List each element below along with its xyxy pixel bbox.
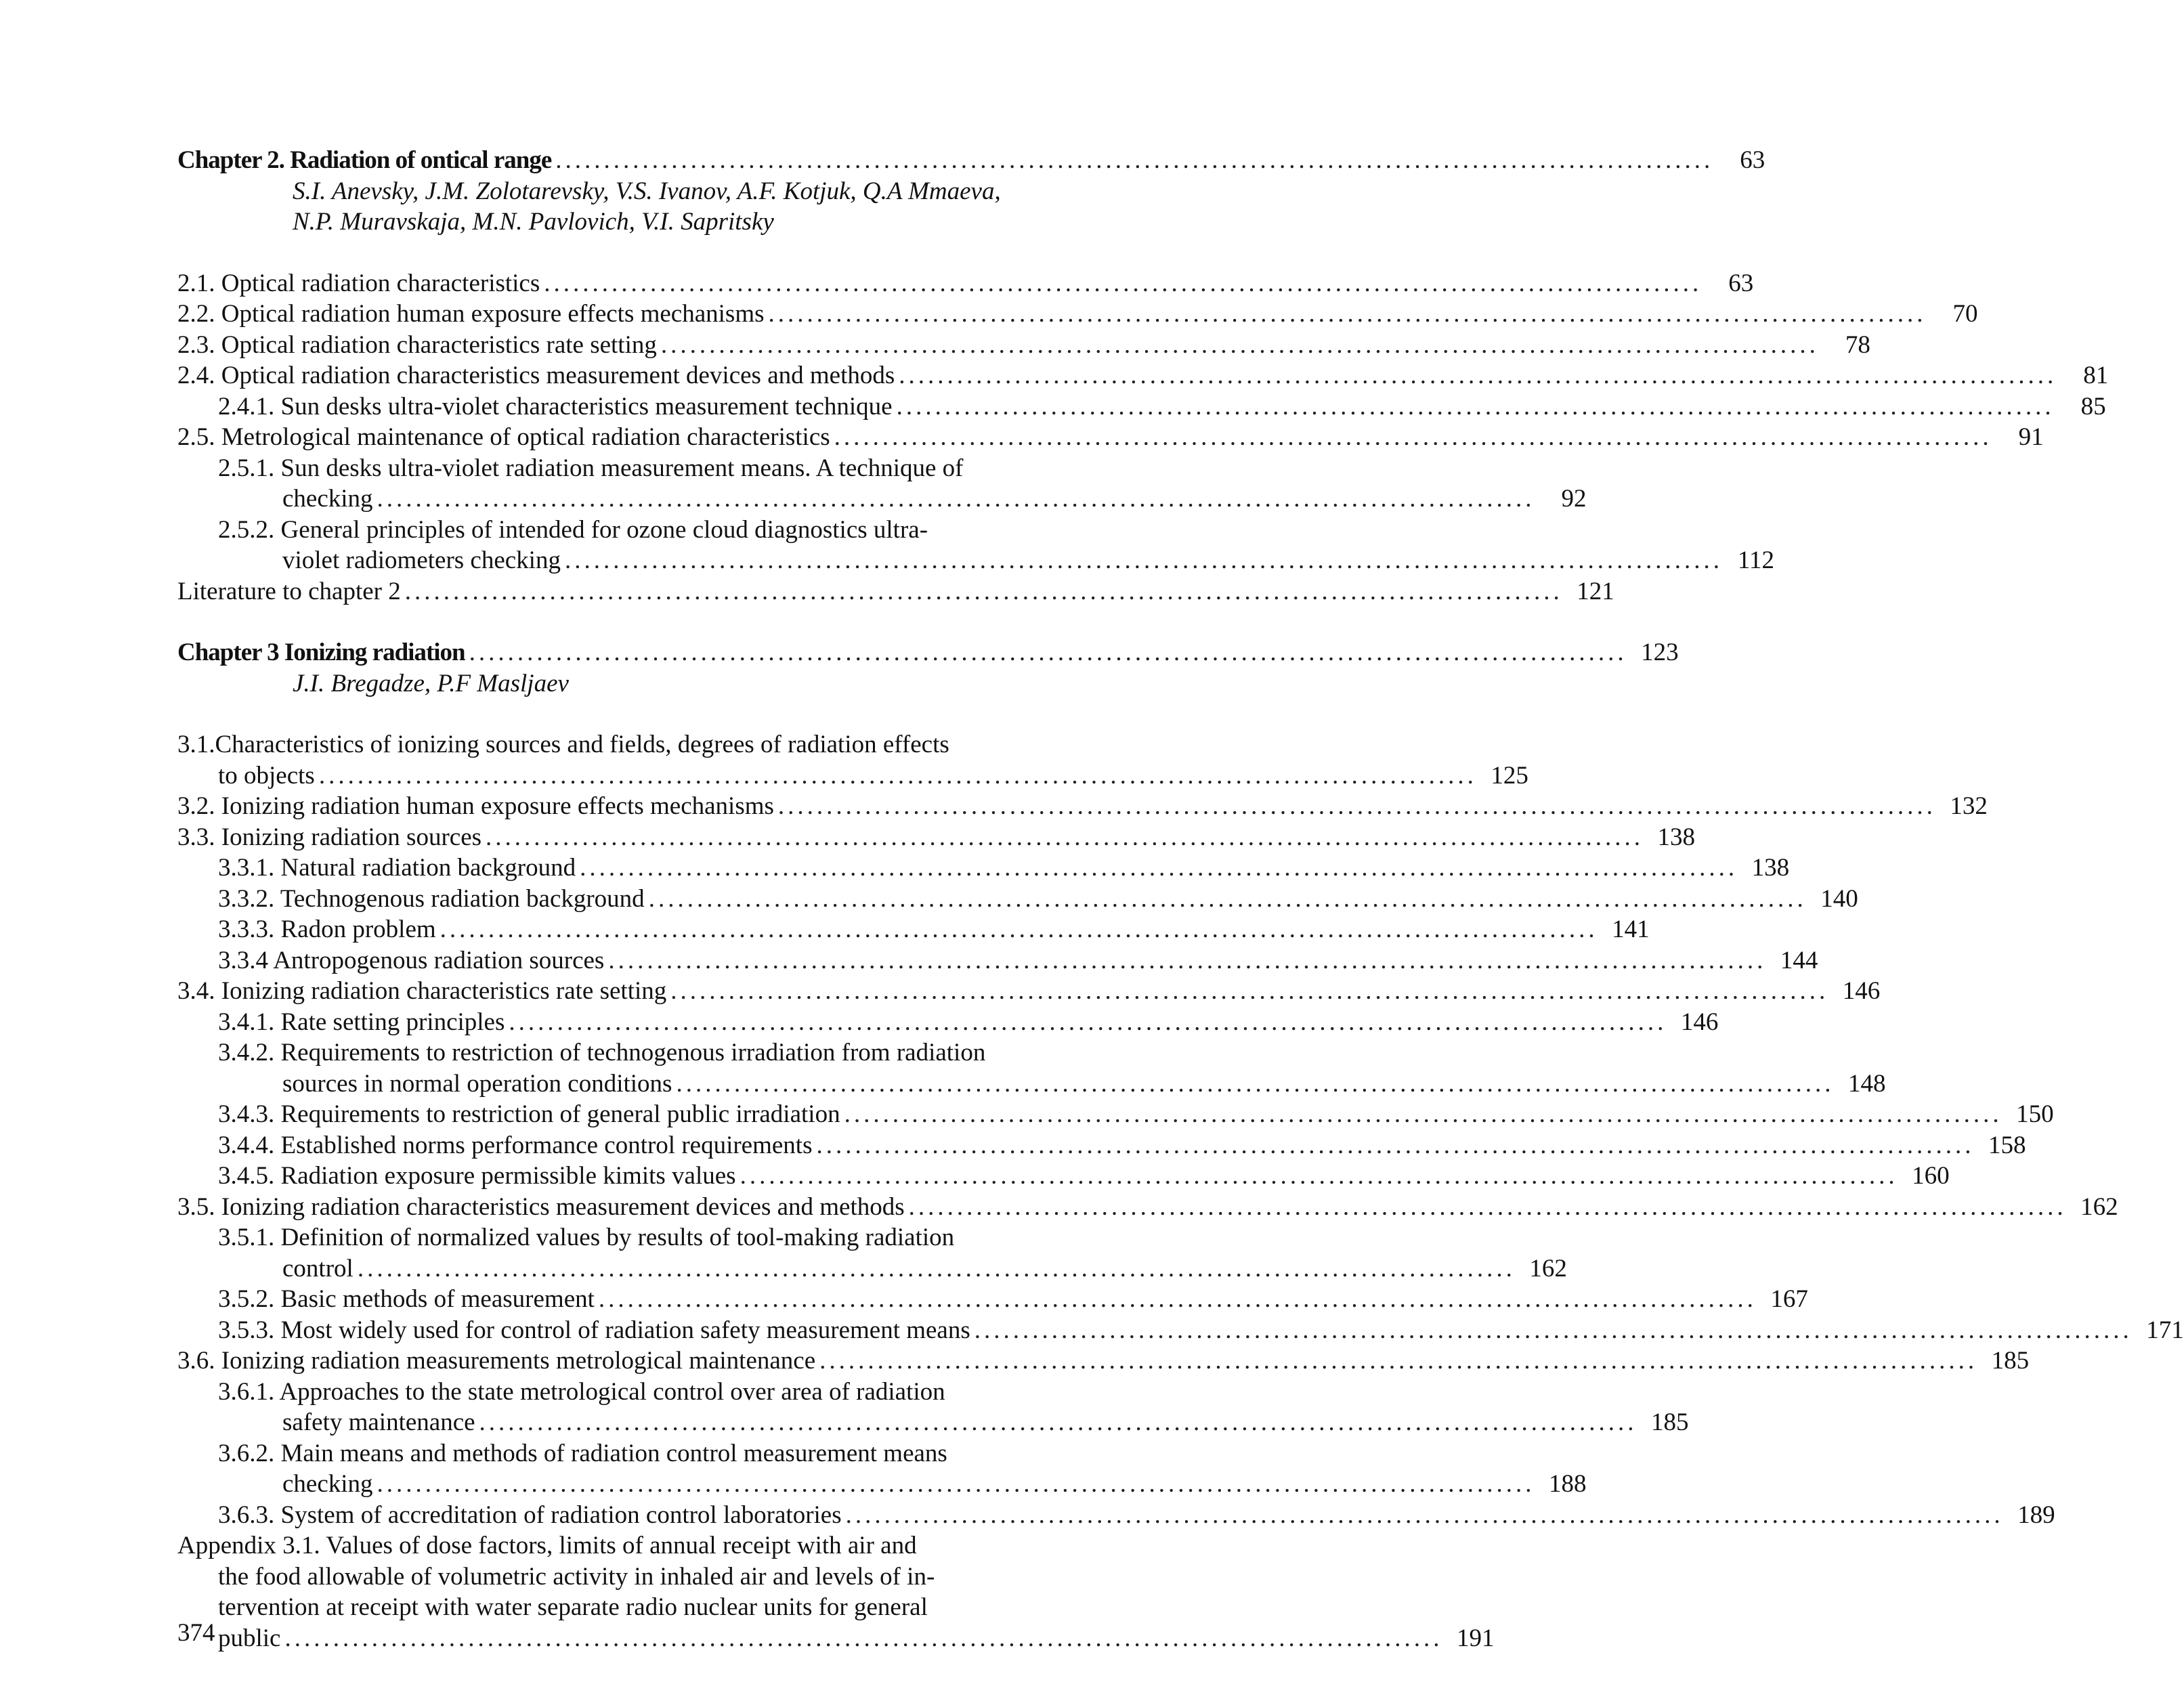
chapter-title: Chapter 3 Ionizing radiation bbox=[177, 639, 465, 666]
page-ref: 85 bbox=[2080, 392, 2106, 421]
leader-dots: ........................................................................................................................ bbox=[404, 577, 1563, 605]
leader-dots: ........................................................................................................................ bbox=[377, 1470, 1535, 1498]
entry-title: 3.5.2. Basic methods of measurement bbox=[218, 1285, 595, 1313]
entry-title-first-line: 3.5.1. Definition of normalized values by results of tool-making radiation bbox=[218, 1224, 955, 1251]
toc-entry[interactable] bbox=[177, 515, 1774, 576]
entry-title: 3.4.1. Rate setting principles bbox=[218, 1008, 505, 1036]
entry-title-cont: to objects bbox=[218, 761, 315, 790]
entry-title: 2.3. Optical radiation characteristics rate setting bbox=[177, 330, 657, 359]
page-ref: 125 bbox=[1491, 761, 1528, 790]
page-ref: 138 bbox=[1751, 854, 1790, 882]
entry-title-first-line: 3.6.1. Approaches to the state metrological control over area of radiation bbox=[218, 1377, 945, 1406]
leader-dots: ........................................................................................................................ bbox=[834, 423, 1992, 451]
toc-entry[interactable] bbox=[177, 853, 1790, 884]
page-ref: 63 bbox=[1740, 146, 1765, 174]
spacer bbox=[177, 238, 1115, 268]
entry-title: 3.4. Ionizing radiation characteristics rate setting bbox=[177, 977, 667, 1005]
leader-dots: ........................................................................................................................ bbox=[544, 269, 1703, 297]
entry-title-first-line: 3.6.2. Main means and methods of radiation control measurement means bbox=[218, 1439, 947, 1467]
page-ref: 141 bbox=[1612, 915, 1650, 943]
entry-title-cont: sources in normal operation conditions bbox=[282, 1069, 672, 1098]
leader-dots: ........................................................................................................................ bbox=[377, 485, 1535, 513]
entry-title-first-line: 2.5.1. Sun desks ultra-violet radiation measurement means. A technique of bbox=[218, 454, 964, 482]
leader-dots: ........................................................................................................................ bbox=[509, 1008, 1667, 1036]
toc-entry[interactable] bbox=[177, 453, 1587, 515]
author-line: J.I. Bregadze, P.F Masljaev bbox=[293, 669, 569, 697]
entry-title-first-line: 3.4.2. Requirements to restriction of technogenous irradiation from radiation bbox=[218, 1039, 986, 1066]
entry-continuation bbox=[177, 545, 1774, 576]
chapter-2-authors bbox=[177, 176, 1115, 238]
page-ref: 91 bbox=[2018, 423, 2044, 451]
chapter-2-heading[interactable] bbox=[177, 145, 1765, 176]
leader-dots: ........................................................................................................................ bbox=[777, 792, 1936, 820]
toc-entry[interactable] bbox=[177, 1222, 1567, 1284]
entry-continuation bbox=[177, 1623, 1495, 1654]
page-ref: 158 bbox=[1988, 1131, 2026, 1159]
entry-title: 3.4.5. Radiation exposure permissible kimits values bbox=[218, 1162, 736, 1190]
entry-continuation bbox=[177, 483, 1587, 515]
leader-dots: ........................................................................................................................ bbox=[819, 1347, 1978, 1375]
entry-continuation bbox=[177, 1069, 1886, 1100]
toc-entry[interactable] bbox=[177, 391, 2106, 423]
toc-entry[interactable] bbox=[177, 1377, 1689, 1438]
leader-dots: ........................................................................................................................ bbox=[555, 146, 1714, 174]
toc-entry[interactable] bbox=[177, 945, 1818, 976]
toc-entry[interactable] bbox=[177, 729, 1528, 791]
entry-title: 2.4. Optical radiation characteristics measurement devices and methods bbox=[177, 362, 895, 389]
entry-title: 3.3.2. Technogenous radiation background bbox=[218, 884, 645, 913]
table-of-contents bbox=[177, 145, 2184, 1654]
leader-dots: ........................................................................................................................ bbox=[670, 977, 1829, 1005]
leader-dots: ........................................................................................................................ bbox=[896, 392, 2055, 421]
appendix-line: Appendix 3.1. Values of dose factors, limits of annual receipt with air and bbox=[177, 1532, 917, 1559]
page-ref: 78 bbox=[1845, 330, 1870, 359]
appendix-entry[interactable] bbox=[177, 1530, 1495, 1654]
entry-title: Literature to chapter 2 bbox=[177, 577, 401, 605]
page-number: 374 bbox=[177, 1619, 215, 1647]
entry-title-cont: checking bbox=[282, 485, 373, 513]
entry-continuation bbox=[177, 1469, 1587, 1500]
entry-title-cont: checking bbox=[282, 1470, 373, 1498]
toc-entry[interactable] bbox=[177, 822, 1696, 853]
leader-dots: ........................................................................................................................ bbox=[974, 1316, 2133, 1344]
leader-dots: ........................................................................................................................ bbox=[486, 823, 1644, 851]
leader-dots: ........................................................................................................................ bbox=[284, 1624, 1443, 1652]
entry-title-cont: safety maintenance bbox=[282, 1408, 475, 1436]
page-ref: 160 bbox=[1912, 1162, 1950, 1190]
author-line: N.P. Muravskaja, M.N. Pavlovich, V.I. Sapritsky bbox=[293, 208, 774, 236]
page-ref: 146 bbox=[1680, 1008, 1719, 1036]
page-ref: 121 bbox=[1577, 577, 1614, 605]
toc-entry[interactable] bbox=[177, 884, 1858, 915]
page-ref: 63 bbox=[1728, 269, 1754, 297]
page-ref: 70 bbox=[1952, 300, 1978, 328]
leader-dots: ........................................................................................................................ bbox=[357, 1254, 1516, 1282]
entry-title: 3.5.3. Most widely used for control of radiation safety measurement means bbox=[218, 1316, 970, 1344]
page-ref: 171 bbox=[2146, 1316, 2184, 1344]
toc-entry[interactable] bbox=[177, 976, 1881, 1007]
chapter-3-heading[interactable] bbox=[177, 637, 1679, 668]
page-ref: 162 bbox=[1529, 1254, 1567, 1282]
toc-entry[interactable] bbox=[177, 1099, 2054, 1130]
page-ref: 189 bbox=[2017, 1501, 2055, 1529]
toc-entry[interactable] bbox=[177, 791, 1988, 822]
spacer bbox=[177, 607, 1115, 637]
toc-entry[interactable] bbox=[177, 1345, 2030, 1377]
appendix-line: the food allowable of volumetric activity in inhaled air and levels of in- bbox=[218, 1562, 935, 1591]
entry-continuation bbox=[177, 760, 1528, 792]
leader-dots: ........................................................................................................................ bbox=[469, 639, 1627, 666]
page-ref: 123 bbox=[1641, 639, 1679, 666]
author-line: S.I. Anevsky, J.M. Zolotarevsky, V.S. Ivanov, A.F. Kotjuk, Q.A Mmaeva, bbox=[293, 177, 1001, 205]
leader-dots: ........................................................................................................................ bbox=[440, 915, 1598, 943]
leader-dots: ........................................................................................................................ bbox=[768, 300, 1927, 328]
page-ref: 92 bbox=[1561, 485, 1587, 513]
toc-entry[interactable] bbox=[177, 1315, 2184, 1346]
page-ref: 146 bbox=[1842, 977, 1881, 1005]
entry-title: 3.3.4 Antropogenous radiation sources bbox=[218, 946, 605, 974]
page-ref: 185 bbox=[1651, 1408, 1689, 1436]
page-ref: 144 bbox=[1780, 946, 1818, 974]
entry-title: 2.2. Optical radiation human exposure effects mechanisms bbox=[177, 300, 765, 328]
leader-dots: ........................................................................................................................ bbox=[676, 1069, 1835, 1098]
leader-dots: ........................................................................................................................ bbox=[318, 761, 1477, 790]
entry-title-cont: violet radiometers checking bbox=[282, 546, 561, 574]
entry-title: 3.6. Ionizing radiation measurements metrological maintenance bbox=[177, 1347, 816, 1375]
toc-entry[interactable] bbox=[177, 1192, 2118, 1223]
toc-entry[interactable] bbox=[177, 914, 1650, 945]
entry-title: 3.6.3. System of accreditation of radiation control laboratories bbox=[218, 1501, 842, 1529]
toc-entry[interactable] bbox=[177, 576, 1614, 607]
toc-entry[interactable] bbox=[177, 1130, 2026, 1161]
page-ref: 132 bbox=[1950, 792, 1988, 820]
leader-dots: ........................................................................................................................ bbox=[899, 362, 2057, 389]
toc-entry[interactable] bbox=[177, 1037, 1886, 1099]
entry-title: 3.3.1. Natural radiation background bbox=[218, 854, 576, 882]
chapter-title: Chapter 2. Radiation of ontical range bbox=[177, 146, 552, 174]
entry-continuation bbox=[177, 1407, 1689, 1438]
entry-title: 3.3. Ionizing radiation sources bbox=[177, 823, 482, 851]
toc-entry[interactable] bbox=[177, 1500, 2055, 1531]
toc-entry[interactable] bbox=[177, 299, 1978, 330]
page-ref: 185 bbox=[1991, 1347, 2030, 1375]
entry-title: 2.1. Optical radiation characteristics bbox=[177, 269, 540, 297]
entry-title: 3.2. Ionizing radiation human exposure effects mechanisms bbox=[177, 792, 774, 820]
leader-dots: ........................................................................................................................ bbox=[479, 1408, 1637, 1436]
toc-entry[interactable] bbox=[177, 268, 1754, 299]
toc-entry[interactable] bbox=[177, 1438, 1587, 1500]
page-ref: 188 bbox=[1549, 1470, 1587, 1498]
leader-dots: ........................................................................................................................ bbox=[648, 884, 1807, 913]
leader-dots: ........................................................................................................................ bbox=[598, 1285, 1757, 1313]
chapter-3-authors bbox=[177, 668, 1115, 699]
leader-dots: ........................................................................................................................ bbox=[845, 1501, 2004, 1529]
page-ref: 138 bbox=[1657, 823, 1696, 851]
entry-title: 3.4.3. Requirements to restriction of general public irradiation bbox=[218, 1100, 840, 1128]
toc-entry[interactable] bbox=[177, 1284, 1808, 1315]
toc-entry[interactable] bbox=[177, 360, 2109, 391]
leader-dots: ........................................................................................................................ bbox=[740, 1162, 1898, 1190]
page-ref: 167 bbox=[1770, 1285, 1808, 1313]
page-ref: 162 bbox=[2080, 1192, 2118, 1221]
entry-title-first-line: 2.5.2. General principles of intended for ozone cloud diagnostics ultra- bbox=[218, 515, 928, 544]
entry-title-cont: public bbox=[218, 1624, 281, 1652]
leader-dots: ........................................................................................................................ bbox=[660, 330, 1819, 359]
page-ref: 140 bbox=[1820, 884, 1858, 913]
entry-title: 2.5. Metrological maintenance of optical radiation characteristics bbox=[177, 423, 830, 451]
entry-continuation bbox=[177, 1253, 1567, 1285]
spacer bbox=[177, 699, 1115, 729]
page-ref: 150 bbox=[2016, 1100, 2054, 1128]
entry-title: 3.4.4. Established norms performance control requirements bbox=[218, 1131, 813, 1159]
entry-title: 2.4.1. Sun desks ultra-violet characteristics measurement technique bbox=[218, 392, 893, 421]
entry-title-cont: control bbox=[282, 1254, 354, 1282]
appendix-line: tervention at receipt with water separate radio nuclear units for general bbox=[218, 1593, 928, 1621]
page-ref: 112 bbox=[1737, 546, 1774, 574]
entry-title-first-line: 3.1.Characteristics of ionizing sources and fields, degrees of radiation effects bbox=[177, 731, 949, 758]
leader-dots: ........................................................................................................................ bbox=[564, 546, 1723, 574]
leader-dots: ........................................................................................................................ bbox=[608, 946, 1767, 974]
leader-dots: ........................................................................................................................ bbox=[580, 854, 1738, 882]
toc-entry[interactable] bbox=[177, 422, 2044, 453]
page-ref: 148 bbox=[1847, 1069, 1886, 1098]
leader-dots: ........................................................................................................................ bbox=[844, 1100, 2003, 1128]
toc-entry[interactable] bbox=[177, 330, 1870, 361]
page-ref: 81 bbox=[2083, 362, 2109, 389]
entry-title: 3.3.3. Radon problem bbox=[218, 915, 436, 943]
entry-title: 3.5. Ionizing radiation characteristics measurement devices and methods bbox=[177, 1192, 905, 1221]
toc-entry[interactable] bbox=[177, 1007, 1719, 1038]
leader-dots: ........................................................................................................................ bbox=[816, 1131, 1975, 1159]
page-ref: 191 bbox=[1456, 1624, 1495, 1652]
leader-dots: ........................................................................................................................ bbox=[908, 1192, 2067, 1221]
toc-entry[interactable] bbox=[177, 1161, 1950, 1192]
